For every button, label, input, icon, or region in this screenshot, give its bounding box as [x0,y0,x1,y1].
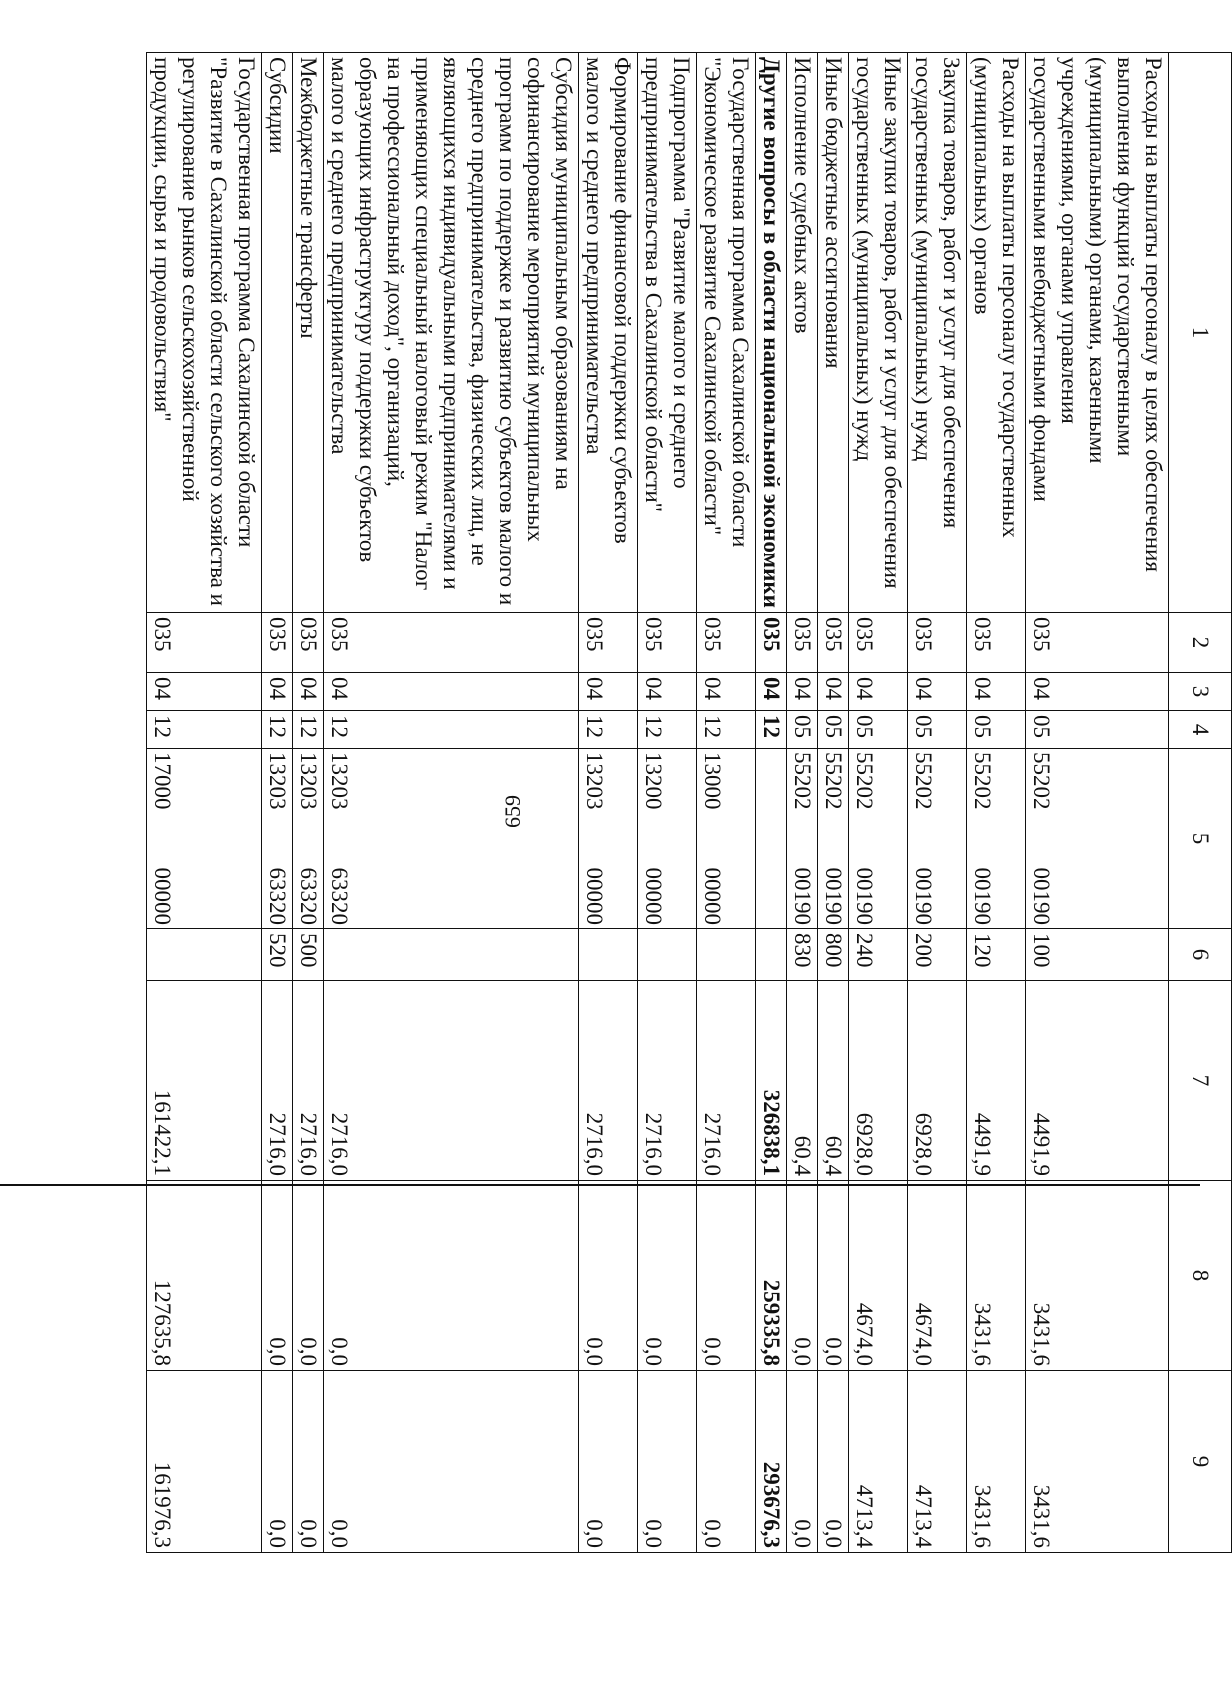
cell-description: Субсидия муниципальным образованиям на софинансирование мероприятий муниципальных программ по поддержке и развитию субъектов малого и среднего предпринимательства, физических лиц, не являющихся индивидуальными предпринимателями и применяющих специальный налоговый режим "Налог на профессиональный доход", организаций, образующих инфраструктуру поддержки субъектов малого и среднего предпринимательства [324,53,579,613]
cell-amount-1: 2716,0 [293,981,324,1181]
target-article-direction: 00190 [821,867,846,925]
cell-description: Иные бюджетные ассигнования [818,53,849,613]
cell-section-code: 04 [638,673,697,711]
cell-amount-2: 3431,6 [967,1181,1026,1371]
cell-subsection-code: 05 [908,711,967,749]
cell-target-article [908,749,967,929]
cell-amount-3: 3431,6 [967,1371,1026,1553]
cell-amount-3: 0,0 [787,1371,818,1553]
table-row [293,53,324,1553]
cell-target-article [849,749,908,929]
cell-amount-1: 6928,0 [849,981,908,1181]
cell-section-code: 04 [908,673,967,711]
cell-amount-1: 2716,0 [262,981,293,1181]
table-row [787,53,818,1553]
table-row [262,53,293,1553]
target-article-program: 55202 [852,752,877,810]
cell-ministry-code: 035 [697,613,756,673]
cell-amount-2: 259335,8 [756,1181,787,1371]
table-row [147,53,262,1553]
target-article-direction: 00000 [641,867,666,925]
col-header-6: 6 [1169,929,1232,981]
budget-table [146,52,1232,1553]
target-article-direction: 00190 [1029,867,1054,925]
cell-amount-3: 4713,4 [908,1371,967,1553]
cell-ministry-code: 035 [293,613,324,673]
cell-ministry-code: 035 [908,613,967,673]
cell-target-article [787,749,818,929]
cell-amount-3: 4713,4 [849,1371,908,1553]
cell-ministry-code: 035 [262,613,293,673]
cell-description: Иные закупки товаров, работ и услуг для обеспечения государственных (муниципальных) нужд [849,53,908,613]
cell-amount-3: 0,0 [293,1371,324,1553]
target-article-direction: 00000 [700,867,725,925]
budget-table-page [97,52,1232,1552]
cell-section-code: 04 [697,673,756,711]
page-number: 659 [500,795,525,828]
cell-amount-2: 0,0 [697,1181,756,1371]
target-article-program: 13200 [641,752,666,810]
table-row [908,53,967,1553]
cell-subsection-code: 05 [818,711,849,749]
target-article-direction: 00000 [150,867,175,925]
target-article-direction: 63320 [327,867,352,925]
target-article-program: 55202 [970,752,995,810]
table-row [967,53,1026,1553]
cell-amount-1: 2716,0 [697,981,756,1181]
cell-target-article [967,749,1026,929]
target-article-direction: 63320 [296,867,321,925]
target-article-direction: 00190 [790,867,815,925]
cell-target-article [756,749,787,929]
cell-subsection-code: 05 [1026,711,1169,749]
target-article-program: 13203 [582,752,607,810]
cell-section-code: 04 [293,673,324,711]
cell-target-article [697,749,756,929]
header-row [1169,53,1232,1553]
target-article-program: 55202 [821,752,846,810]
col-header-7: 7 [1169,981,1232,1181]
cell-section-code: 04 [967,673,1026,711]
col-header-3: 3 [1169,673,1232,711]
col-header-8: 8 [1169,1181,1232,1371]
cell-amount-3: 161976,3 [147,1371,262,1553]
target-article-direction: 00000 [582,867,607,925]
cell-expense-type: 240 [849,929,908,981]
table-row [756,53,787,1553]
cell-amount-2: 3431,6 [1026,1181,1169,1371]
cell-amount-2: 4674,0 [849,1181,908,1371]
cell-amount-1: 2716,0 [324,981,579,1181]
cell-description: Государственная программа Сахалинской области "Развитие в Сахалинской области сельского хозяйства и регулирование рынков сельскохозяйственной продукции, сырья и продовольствия" [147,53,262,613]
cell-amount-1: 4491,9 [967,981,1026,1181]
cell-subsection-code: 12 [147,711,262,749]
target-article-program: 13203 [296,752,321,810]
cell-subsection-code: 05 [849,711,908,749]
target-article-program: 55202 [911,752,936,810]
target-article-program: 17000 [150,752,175,810]
table-row [697,53,756,1553]
cell-expense-type: 830 [787,929,818,981]
cell-expense-type [638,929,697,981]
cell-amount-3: 3431,6 [1026,1371,1169,1553]
cell-description: Формирование финансовой поддержки субъектов малого и среднего предпринимательства [579,53,638,613]
cell-description: Государственная программа Сахалинской области "Экономическое развитие Сахалинской области" [697,53,756,613]
cell-target-article [818,749,849,929]
cell-amount-1: 4491,9 [1026,981,1169,1181]
cell-subsection-code: 05 [967,711,1026,749]
cell-section-code: 04 [1026,673,1169,711]
cell-description: Подпрограмма "Развитие малого и среднего предпринимательства в Сахалинской области" [638,53,697,613]
horizontal-rule [0,1184,1200,1186]
col-header-9: 9 [1169,1371,1232,1553]
cell-section-code: 04 [849,673,908,711]
col-header-5: 5 [1169,749,1232,929]
cell-expense-type [697,929,756,981]
cell-expense-type [579,929,638,981]
cell-ministry-code: 035 [579,613,638,673]
cell-expense-type [324,929,579,981]
cell-target-article [579,749,638,929]
target-article-program: 55202 [1029,752,1054,810]
col-header-2: 2 [1169,613,1232,673]
target-article-program: 55202 [790,752,815,810]
cell-ministry-code: 035 [967,613,1026,673]
cell-section-code: 04 [147,673,262,711]
target-article-direction: 63320 [265,867,290,925]
table-row [324,53,579,1553]
cell-description: Расходы на выплаты персоналу в целях обеспечения выполнения функций государственными (муниципальными) органами, казенными учреждениями, органами управления государственными внебюджетными фондами [1026,53,1169,613]
cell-ministry-code: 035 [147,613,262,673]
target-article-direction: 00190 [852,867,877,925]
cell-target-article [1026,749,1169,929]
cell-description: Расходы на выплаты персоналу государственных (муниципальных) органов [967,53,1026,613]
cell-amount-3: 0,0 [579,1371,638,1553]
cell-ministry-code: 035 [324,613,579,673]
cell-description: Субсидии [262,53,293,613]
cell-description: Другие вопросы в области национальной экономики [756,53,787,613]
table-row [1026,53,1169,1553]
cell-amount-2: 4674,0 [908,1181,967,1371]
cell-section-code: 04 [756,673,787,711]
cell-expense-type [756,929,787,981]
cell-target-article [147,749,262,929]
cell-amount-1: 2716,0 [579,981,638,1181]
cell-amount-2: 127635,8 [147,1181,262,1371]
cell-ministry-code: 035 [756,613,787,673]
cell-target-article [638,749,697,929]
cell-amount-3: 0,0 [638,1371,697,1553]
cell-section-code: 04 [787,673,818,711]
cell-expense-type [147,929,262,981]
cell-amount-1: 2716,0 [638,981,697,1181]
cell-expense-type: 120 [967,929,1026,981]
cell-expense-type: 500 [293,929,324,981]
cell-amount-2: 0,0 [262,1181,293,1371]
cell-amount-1: 60,4 [818,981,849,1181]
cell-subsection-code: 12 [579,711,638,749]
target-article-direction: 00190 [911,867,936,925]
cell-ministry-code: 035 [638,613,697,673]
cell-amount-2: 0,0 [293,1181,324,1371]
cell-section-code: 04 [262,673,293,711]
cell-section-code: 04 [324,673,579,711]
cell-amount-2: 0,0 [324,1181,579,1371]
target-article-program: 13203 [327,752,352,810]
cell-amount-3: 0,0 [324,1371,579,1553]
cell-target-article [324,749,579,929]
cell-amount-2: 0,0 [579,1181,638,1371]
cell-target-article [262,749,293,929]
cell-amount-3: 0,0 [262,1371,293,1553]
cell-section-code: 04 [579,673,638,711]
col-header-1: 1 [1169,53,1232,613]
cell-subsection-code: 12 [324,711,579,749]
cell-description: Межбюджетные трансферты [293,53,324,613]
cell-subsection-code: 12 [638,711,697,749]
cell-amount-2: 0,0 [818,1181,849,1371]
cell-subsection-code: 12 [756,711,787,749]
cell-amount-1: 60,4 [787,981,818,1181]
cell-amount-3: 0,0 [818,1371,849,1553]
cell-expense-type: 800 [818,929,849,981]
cell-ministry-code: 035 [849,613,908,673]
cell-description: Закупка товаров, работ и услуг для обеспечения государственных (муниципальных) нужд [908,53,967,613]
cell-expense-type: 200 [908,929,967,981]
cell-amount-3: 0,0 [697,1371,756,1553]
cell-subsection-code: 12 [697,711,756,749]
cell-target-article [293,749,324,929]
cell-expense-type: 100 [1026,929,1169,981]
cell-amount-3: 293676,3 [756,1371,787,1553]
table-row [849,53,908,1553]
cell-amount-2: 0,0 [787,1181,818,1371]
table-row [638,53,697,1553]
cell-subsection-code: 05 [787,711,818,749]
cell-amount-1: 6928,0 [908,981,967,1181]
cell-amount-1: 326838,1 [756,981,787,1181]
cell-amount-1: 161422,1 [147,981,262,1181]
cell-ministry-code: 035 [1026,613,1169,673]
table-row [818,53,849,1553]
cell-amount-2: 0,0 [638,1181,697,1371]
cell-section-code: 04 [818,673,849,711]
cell-ministry-code: 035 [787,613,818,673]
target-article-direction: 00190 [970,867,995,925]
cell-expense-type: 520 [262,929,293,981]
cell-ministry-code: 035 [818,613,849,673]
cell-subsection-code: 12 [293,711,324,749]
cell-description: Исполнение судебных актов [787,53,818,613]
table-row [579,53,638,1553]
cell-subsection-code: 12 [262,711,293,749]
target-article-program: 13203 [265,752,290,810]
target-article-program: 13000 [700,752,725,810]
col-header-4: 4 [1169,711,1232,749]
